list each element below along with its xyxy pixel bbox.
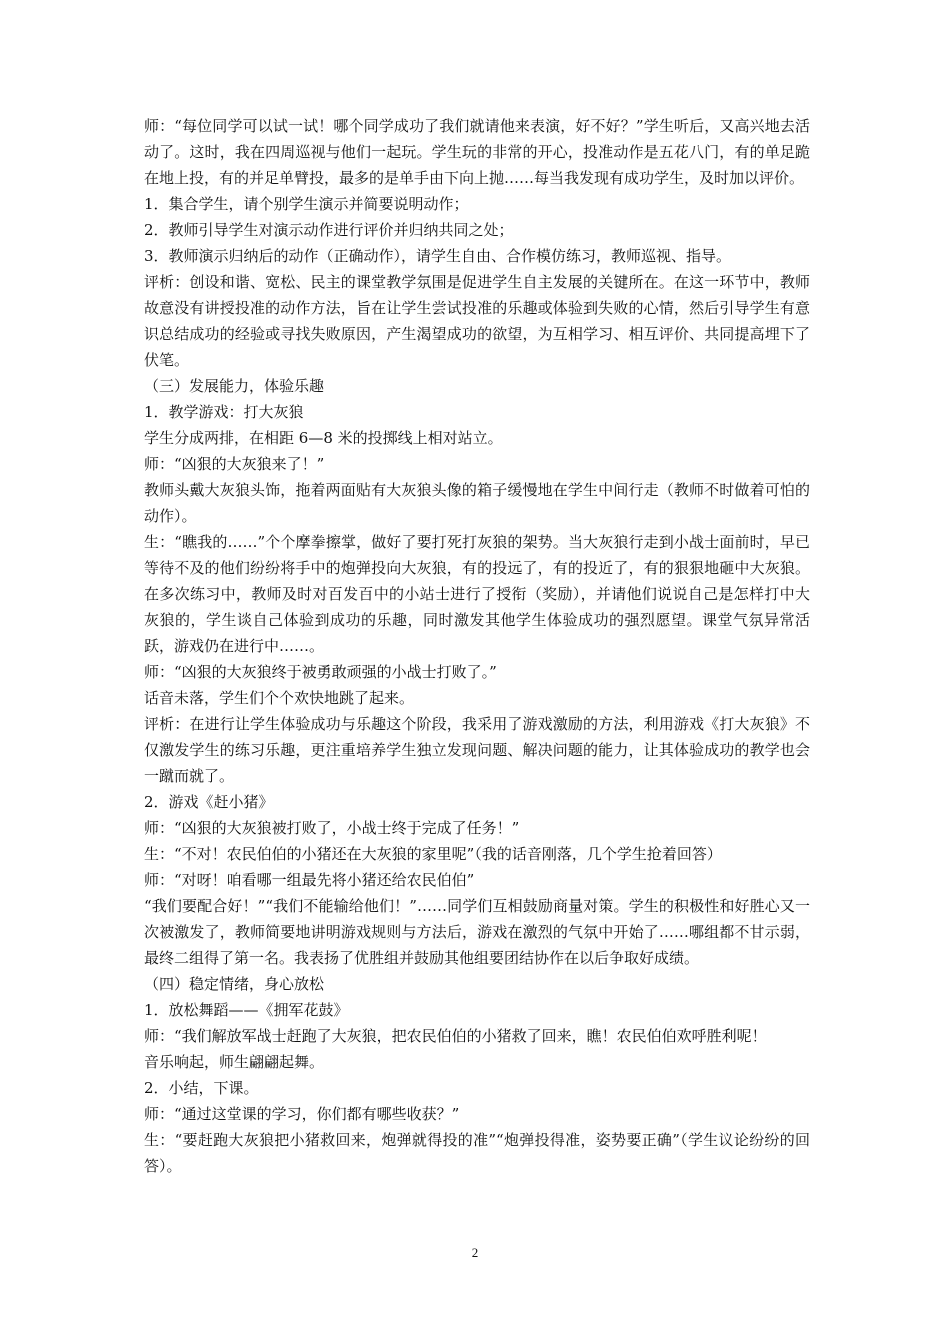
paragraph: “我们要配合好！”“我们不能输给他们！”……同学们互相鼓励商量对策。学生的积极性和好胜心又一次被激发了，教师简要地讲明游戏规则与方法后，游戏在激烈的气氛中开始了……哪组都不甘示弱，最终二组得了第一名。我表扬了优胜组并鼓励其他组要团结协作在以后争取好成绩。	[144, 897, 810, 967]
paragraph: 生：“要赶跑大灰狼把小猪救回来，炮弹就得投的准”“炮弹投得准，姿势要正确”（学生议论纷纷的回答）。	[144, 1131, 810, 1175]
paragraph: 师：“通过这堂课的学习，你们都有哪些收获？”	[144, 1105, 460, 1123]
paragraph: 评析：创设和谐、宽松、民主的课堂教学氛围是促进学生自主发展的关键所在。在这一环节中，教师故意没有讲授投准的动作方法，旨在让学生尝试投准的乐趣或体验到失败的心情，然后引导学生有意识总结成功的经验或寻找失败原因，产生渴望成功的欲望，为互相学习、相互评价、共同提高埋下了伏笔。	[144, 273, 810, 369]
paragraph: 2．小结，下课。	[144, 1079, 259, 1097]
paragraph: 生：“瞧我的……”个个摩拳擦掌，做好了要打死打灰狼的架势。当大灰狼行走到小战士面前时，早已等待不及的他们纷纷将手中的炮弹投向大灰狼，有的投远了，有的投近了，有的狠狠地砸中大灰狼。在多次练习中，教师及时对百发百中的小站士进行了授衔（奖励），并请他们说说自己是怎样打中大灰狼的，学生谈自己体验到成功的乐趣，同时激发其他学生体验成功的强烈愿望。课堂气氛异常活跃，游戏仍在进行中……。	[144, 533, 810, 655]
section-heading: （三）发展能力，体验乐趣	[144, 377, 325, 395]
paragraph: 1．教学游戏：打大灰狼	[144, 403, 304, 421]
paragraph: 2．游戏《赶小猪》	[144, 793, 274, 811]
paragraph: 音乐响起，师生翩翩起舞。	[144, 1053, 325, 1071]
paragraph: 师：“我们解放军战士赶跑了大灰狼，把农民伯伯的小猪救了回来，瞧！农民伯伯欢呼胜利呢！	[144, 1027, 767, 1045]
page-number: 2	[471, 1245, 479, 1260]
paragraph: 师：“对呀！咱看哪一组最先将小猪还给农民伯伯”	[144, 871, 475, 889]
paragraph: 评析：在进行让学生体验成功与乐趣这个阶段，我采用了游戏激励的方法，利用游戏《打大灰狼》不仅激发学生的练习乐趣，更注重培养学生独立发现问题、解决问题的能力，让其体验成功的教学也会一蹴而就了。	[144, 715, 810, 785]
paragraph: 1．放松舞蹈——《拥军花鼓》	[144, 1001, 349, 1019]
paragraph: 学生分成两排，在相距 6—8 米的投掷线上相对站立。	[144, 429, 503, 447]
section-heading: （四）稳定情绪，身心放松	[144, 975, 325, 993]
paragraph: 师：“凶狠的大灰狼来了！”	[144, 455, 325, 473]
paragraph: 1．集合学生，请个别学生演示并简要说明动作；	[144, 195, 469, 213]
paragraph: 师：“凶狠的大灰狼被打败了，小战士终于完成了任务！”	[144, 819, 520, 837]
paragraph: 3．教师演示归纳后的动作（正确动作），请学生自由、合作模仿练习，教师巡视、指导。	[144, 247, 732, 265]
paragraph: 师：“每位同学可以试一试！哪个同学成功了我们就请他来表演，好不好？”学生听后，又高兴地去活动了。这时，我在四周巡视与他们一起玩。学生玩的非常的开心，投准动作是五花八门，有的单足跪在地上投，有的并足单臂投，最多的是单手由下向上抛……每当我发现有成功学生，及时加以评价。	[144, 117, 810, 187]
paragraph: 生：“不对！农民伯伯的小猪还在大灰狼的家里呢”（我的话音刚落，几个学生抢着回答）	[144, 845, 722, 863]
paragraph: 教师头戴大灰狼头饰，拖着两面贴有大灰狼头像的箱子缓慢地在学生中间行走（教师不时做着可怕的动作）。	[144, 481, 810, 525]
document-body	[144, 113, 810, 1179]
paragraph: 师：“凶狠的大灰狼终于被勇敢顽强的小战士打败了。”	[144, 663, 497, 681]
paragraph: 2．教师引导学生对演示动作进行评价并归纳共同之处；	[144, 221, 514, 239]
paragraph: 话音未落，学生们个个欢快地跳了起来。	[144, 689, 415, 707]
